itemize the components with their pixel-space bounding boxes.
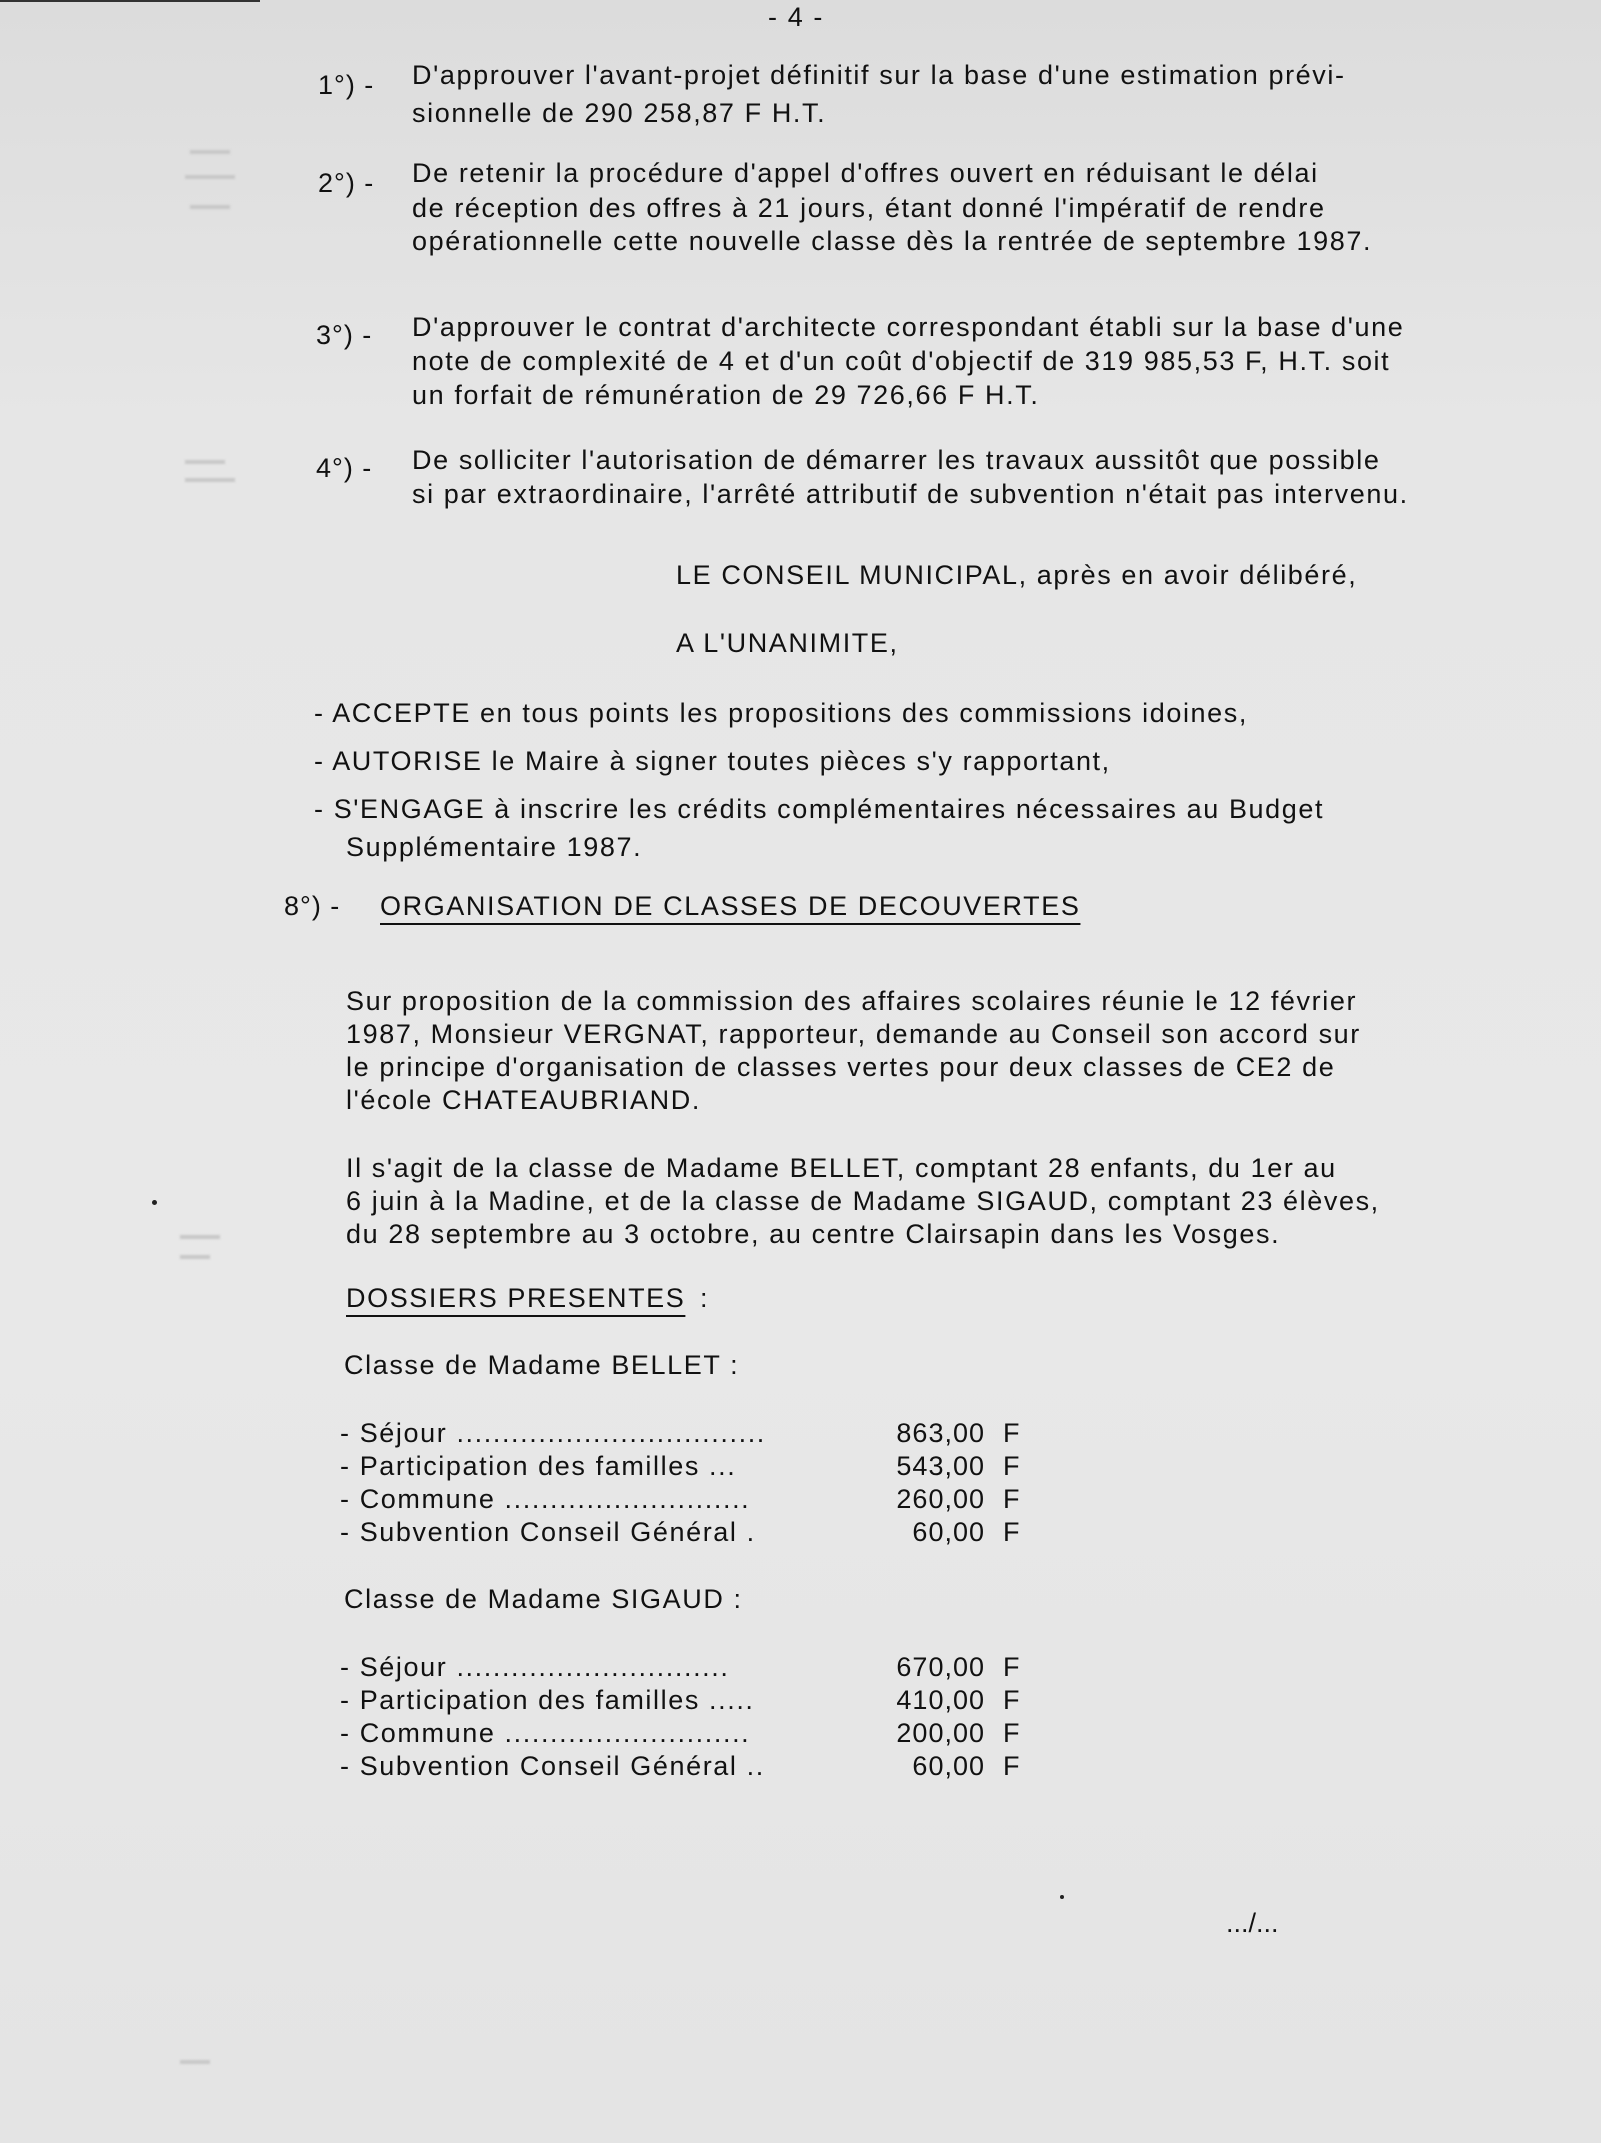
item-text-line: opérationnelle cette nouvelle classe dès la rentrée de septembre 1987. (412, 226, 1373, 256)
council-unanimity: A L'UNANIMITE, (676, 628, 899, 658)
budget-currency: F (1003, 1451, 1020, 1481)
council-deliberation: LE CONSEIL MUNICIPAL, après en avoir délibéré, (676, 560, 1358, 590)
budget-currency: F (1003, 1484, 1020, 1514)
budget-currency: F (1003, 1751, 1020, 1781)
scan-artifact (190, 150, 230, 154)
decision-line: - AUTORISE le Maire à signer toutes pièces s'y rapportant, (314, 746, 1111, 776)
item-text-line: sionnelle de 290 258,87 F H.T. (412, 98, 827, 128)
budget-label: - Participation des familles ... (340, 1451, 737, 1481)
dossiers-heading: DOSSIERS PRESENTES (346, 1283, 686, 1313)
budget-amount: 260,00 (896, 1484, 985, 1514)
paragraph-line: Sur proposition de la commission des affaires scolaires réunie le 12 février (346, 986, 1358, 1016)
item-number: 2°) - (318, 168, 375, 198)
continuation-mark: .../... (1226, 1908, 1279, 1938)
budget-label: - Participation des familles ..... (340, 1685, 755, 1715)
budget-currency: F (1003, 1418, 1020, 1448)
budget-label: - Commune ........................... (340, 1718, 751, 1748)
class-title: Classe de Madame SIGAUD : (344, 1584, 743, 1614)
budget-currency: F (1003, 1517, 1020, 1547)
budget-amount: 543,00 (896, 1451, 985, 1481)
paragraph-line: Il s'agit de la classe de Madame BELLET, comptant 28 enfants, du 1er au (346, 1153, 1337, 1183)
item-text-line: de réception des offres à 21 jours, étant donné l'impératif de rendre (412, 193, 1326, 223)
budget-amount: 200,00 (896, 1718, 985, 1748)
item-text-line: D'approuver le contrat d'architecte correspondant établi sur la base d'une (412, 312, 1405, 342)
budget-label: - Séjour .................................. (340, 1418, 766, 1448)
item-number: 3°) - (316, 320, 373, 350)
scan-edge (0, 0, 260, 2)
item-text-line: note de complexité de 4 et d'un coût d'objectif de 319 985,53 F, H.T. soit (412, 346, 1391, 376)
scan-speck (152, 1200, 157, 1205)
dossiers-colon: : (700, 1283, 710, 1313)
budget-amount: 60,00 (912, 1751, 985, 1781)
item-text-line: un forfait de rémunération de 29 726,66 F H.T. (412, 380, 1040, 410)
scan-artifact (185, 460, 225, 464)
decision-line: - S'ENGAGE à inscrire les crédits complémentaires nécessaires au Budget (314, 794, 1325, 824)
scan-artifact (185, 175, 235, 179)
item-number: 4°) - (316, 453, 373, 483)
budget-amount: 410,00 (896, 1685, 985, 1715)
scan-artifact (180, 1235, 220, 1239)
budget-currency: F (1003, 1718, 1020, 1748)
paragraph-line: l'école CHATEAUBRIAND. (346, 1085, 701, 1115)
decision-line: - ACCEPTE en tous points les propositions des commissions idoines, (314, 698, 1248, 728)
budget-amount: 670,00 (896, 1652, 985, 1682)
budget-label: - Subvention Conseil Général .. (340, 1751, 765, 1781)
page-number: - 4 - (768, 2, 825, 32)
paragraph-line: le principe d'organisation de classes vertes pour deux classes de CE2 de (346, 1052, 1336, 1082)
decision-line: Supplémentaire 1987. (346, 832, 643, 862)
scan-speck (1060, 1895, 1064, 1899)
budget-currency: F (1003, 1685, 1020, 1715)
item-text-line: De solliciter l'autorisation de démarrer les travaux aussitôt que possible (412, 445, 1381, 475)
scan-artifact (190, 205, 230, 209)
item-text-line: si par extraordinaire, l'arrêté attributif de subvention n'était pas intervenu. (412, 479, 1409, 509)
budget-label: - Commune ........................... (340, 1484, 751, 1514)
paragraph-line: du 28 septembre au 3 octobre, au centre Clairsapin dans les Vosges. (346, 1219, 1281, 1249)
budget-label: - Séjour .............................. (340, 1652, 730, 1682)
scan-artifact (180, 2060, 210, 2064)
scan-artifact (185, 478, 235, 482)
class-title: Classe de Madame BELLET : (344, 1350, 740, 1380)
paragraph-line: 1987, Monsieur VERGNAT, rapporteur, demande au Conseil son accord sur (346, 1019, 1361, 1049)
budget-currency: F (1003, 1652, 1020, 1682)
section-number: 8°) - (284, 891, 341, 921)
paragraph-line: 6 juin à la Madine, et de la classe de Madame SIGAUD, comptant 23 élèves, (346, 1186, 1380, 1216)
budget-label: - Subvention Conseil Général . (340, 1517, 756, 1547)
scan-artifact (180, 1255, 210, 1259)
section-title: ORGANISATION DE CLASSES DE DECOUVERTES (380, 891, 1081, 921)
item-text-line: D'approuver l'avant-projet définitif sur la base d'une estimation prévi- (412, 60, 1346, 90)
item-number: 1°) - (318, 70, 375, 100)
item-text-line: De retenir la procédure d'appel d'offres ouvert en réduisant le délai (412, 158, 1319, 188)
budget-amount: 863,00 (896, 1418, 985, 1448)
budget-amount: 60,00 (912, 1517, 985, 1547)
